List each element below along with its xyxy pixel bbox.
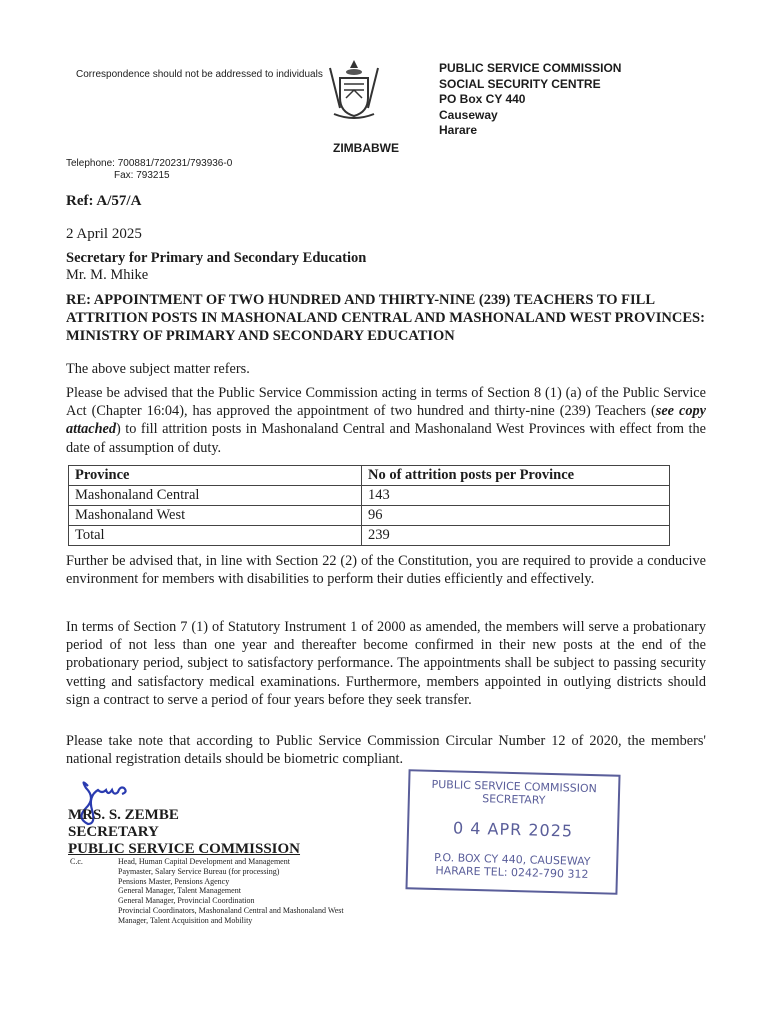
stamp-date: 0 4 APR 2025 xyxy=(452,818,574,841)
header-posts: No of attrition posts per Province xyxy=(362,466,670,486)
cell-posts: 143 xyxy=(362,486,670,506)
table-row xyxy=(69,506,670,526)
recipient-title: Secretary for Primary and Secondary Education xyxy=(66,250,367,266)
signatory-org: PUBLIC SERVICE COMMISSION xyxy=(68,841,301,857)
paragraph-text: ) to fill attrition posts in Mashonaland Central and Mashonaland West Provinces with effect from the date of assumption of duty. xyxy=(66,421,706,456)
cc-recipient: Paymaster, Salary Service Bureau (for processing) xyxy=(118,866,280,876)
fax: Fax: 793215 xyxy=(114,170,170,181)
letter-date: 2 April 2025 xyxy=(66,226,142,242)
signature-block xyxy=(68,807,300,858)
reference xyxy=(66,193,141,210)
cc-recipient: Head, Human Capital Development and Management xyxy=(118,857,290,866)
address-line: PUBLIC SERVICE COMMISSION xyxy=(439,61,622,75)
cc-recipient: Provincial Coordinators, Mashonaland Central and Mashonaland West xyxy=(118,905,344,915)
emphasis-text: see copy attached xyxy=(66,403,706,438)
signatory-role: SECRETARY xyxy=(68,824,159,840)
stamp-line: SECRETARY xyxy=(482,792,546,807)
cell-province: Mashonaland Central xyxy=(69,486,362,506)
paragraph-text: Please be advised that the Public Service Commission acting in terms of Section 8 (1) (a) of the Public Service Act (Chapter 16:04), has approved the appointment of two hundred and thirty-nine (239) Teachers ( xyxy=(66,385,706,420)
recipient-name: Mr. M. Mhike xyxy=(66,267,149,283)
address-line: Causeway xyxy=(439,107,498,122)
cc-label: C.c. xyxy=(70,857,83,866)
cc-recipient: Manager, Talent Acquisition and Mobility xyxy=(118,915,253,925)
cell-province: Total xyxy=(69,526,362,546)
cell-posts: 96 xyxy=(362,506,670,526)
paragraph-1: The above subject matter refers. xyxy=(66,361,250,377)
paragraph-5: Please take note that according to Public Service Commission Circular Number 12 of 2020, the members' national registration details should be biometric compliant. xyxy=(66,733,706,768)
letterhead-address xyxy=(439,61,621,139)
cc-recipient: General Manager, Talent Management xyxy=(118,886,241,896)
correspondence-note: Correspondence should not be addressed to individuals xyxy=(76,69,323,80)
table-row xyxy=(69,526,670,546)
attrition-table xyxy=(68,465,670,546)
address-line: Harare xyxy=(439,123,478,137)
stamp-line: PUBLIC SERVICE COMMISSION xyxy=(431,777,597,796)
contact-info xyxy=(66,158,232,182)
cell-province: Mashonaland West xyxy=(69,506,362,526)
header-province: Province xyxy=(69,466,362,486)
subject-line: RE: APPOINTMENT OF TWO HUNDRED AND THIRTY-NINE (239) TEACHERS TO FILL ATTRITION POSTS IN MASHONALAND CENTRAL AND MASHONALAND WEST PROVINCES: MINISTRY OF PRIMARY AND SECONDARY EDUCATION xyxy=(66,292,705,344)
stamp-line: P.O. BOX CY 440, CAUSEWAY xyxy=(433,850,591,869)
cell-posts: 239 xyxy=(362,526,670,546)
telephone: Telephone: 700881/720231/793936-0 xyxy=(66,158,233,169)
stamp-line: HARARE TEL: 0242-790 312 xyxy=(435,863,589,881)
address-line: PO Box CY 440 xyxy=(439,92,526,106)
cc-recipient: General Manager, Provincial Coordination xyxy=(118,896,255,906)
country-label: ZIMBABWE xyxy=(333,141,399,155)
cc-list xyxy=(70,857,344,925)
table-row xyxy=(69,486,670,506)
reference-text: Ref: A/57/A xyxy=(66,193,142,209)
address-line: SOCIAL SECURITY CENTRE xyxy=(439,76,601,91)
signatory-name: MRS. S. ZEMBE xyxy=(68,807,179,823)
paragraph-3: Further be advised that, in line with Section 22 (2) of the Constitution, you are required to provide a conducive environment for members with disabilities to perform their duties efficiently and effectively. xyxy=(66,553,706,588)
cc-recipient: Pensions Master, Pensions Agency xyxy=(118,876,230,886)
table-header-row xyxy=(69,466,670,486)
paragraph-2 xyxy=(66,384,706,457)
paragraph-4: In terms of Section 7 (1) of Statutory Instrument 1 of 2000 as amended, the members will serve a probationary period of not less than one year and thereafter become confirmed in their new posts at the end of the probationary period, subject to satisfactory performance. The appointments shall be subject to passing security vetting and satisfactory medical examinations. Furthermore, members appointed in outlying districts should sign a contract to serve a period of four years before they seek transfer. xyxy=(66,619,706,708)
coat-of-arms-icon xyxy=(326,58,382,122)
date-stamp xyxy=(405,769,620,895)
recipient xyxy=(66,250,366,284)
